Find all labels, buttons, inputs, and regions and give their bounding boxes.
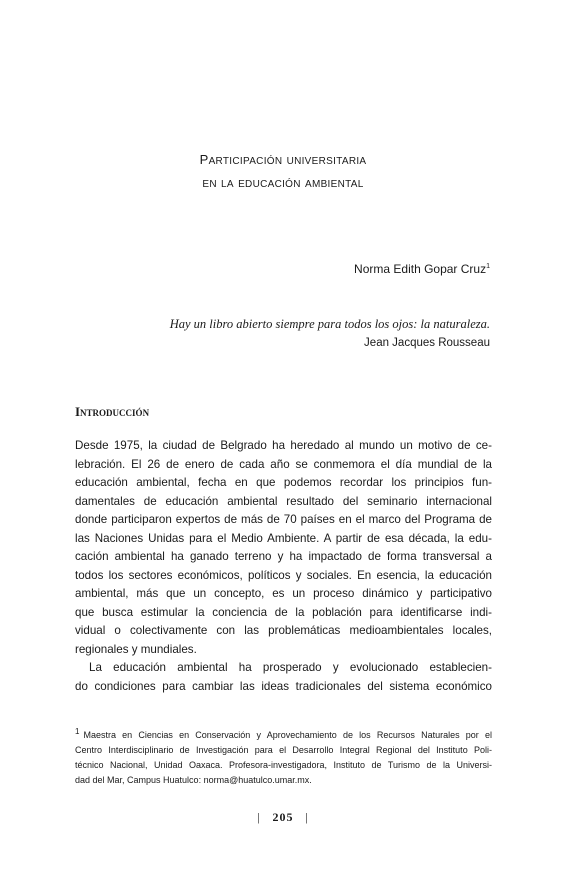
- footnote-line: [75, 724, 492, 743]
- paragraph-line: donde participaron expertos de más de 70 países en el marco del Programa de: [75, 513, 492, 526]
- page-number-value: 205: [272, 810, 294, 824]
- footnote: [75, 724, 492, 788]
- epigraph-attribution: Jean Jacques Rousseau: [364, 337, 490, 349]
- author-name: [354, 262, 490, 276]
- author-footnote-mark: 1: [486, 263, 490, 270]
- epigraph-quote: Hay un libro abierto siempre para todos los ojos: la naturaleza.: [169, 317, 490, 331]
- footnote-mark: 1: [75, 727, 80, 736]
- paragraph-line: cación ambiental ha ganado terreno y ha impactado de forma transversal a: [75, 550, 492, 563]
- footnote-line: Centro Interdisciplinario de Investigación para el Desarrollo Integral Regional del Instituto Poli-: [75, 745, 492, 755]
- body-text: [75, 437, 492, 696]
- page-number-divider-left: |: [257, 810, 261, 824]
- paragraph-line: las Naciones Unidas para el Medio Ambiente. A partir de esa década, la edu-: [75, 531, 492, 545]
- paragraph-1: [75, 437, 492, 659]
- paragraph-line: lebración. El 26 de enero de cada año se conmemora el día mundial de la: [75, 457, 492, 471]
- paragraph-2: [75, 659, 492, 696]
- paragraph-line: que busca estimular la conciencia de la población para identificarse indi-: [75, 605, 492, 619]
- author-name-text: Norma Edith Gopar Cruz: [354, 262, 487, 276]
- paragraph-line: ambiental, más que un concepto, es un proceso dinámico y participativo: [75, 587, 492, 600]
- paragraph-line: La educación ambiental ha prosperado y evolucionado establecien-: [89, 661, 492, 674]
- page-number-divider-right: |: [305, 810, 309, 824]
- chapter-title-line-2: en la educación ambiental: [202, 174, 364, 190]
- paragraph-line: do condiciones para cambiar las ideas tradicionales del sistema económico: [75, 679, 492, 693]
- paragraph-line: Desde 1975, la ciudad de Belgrado ha heredado al mundo un motivo de ce-: [75, 439, 492, 452]
- chapter-title-line-1: participación universitaria: [199, 148, 367, 169]
- paragraph-line: educación ambiental, fecha en que podemos recordar los principios fun-: [75, 476, 492, 489]
- footnote-line: técnico Nacional, Unidad Oaxaca. Profesora-investigadora, Instituto de Turismo de la Universi-: [75, 760, 492, 770]
- paragraph-line: todos los sectores económicos, políticos y sociales. En esencia, la educación: [75, 568, 492, 582]
- paragraph-line: regionales y mundiales.: [75, 642, 197, 656]
- paragraph-line: vidual o colectivamente con las problemáticas medioambientales locales,: [75, 624, 492, 637]
- footnote-line-text: Maestra en Ciencias en Conservación y Aprovechamiento de los Recursos Naturales por el: [83, 730, 492, 740]
- footnote-line: dad del Mar, Campus Huatulco: norma@huatulco.umar.mx.: [75, 775, 312, 785]
- section-heading: Introducción: [75, 404, 150, 419]
- epigraph: [170, 315, 490, 353]
- paragraph-line: damentales de educación ambiental resultado del seminario internacional: [75, 494, 492, 508]
- page-number: [0, 810, 566, 825]
